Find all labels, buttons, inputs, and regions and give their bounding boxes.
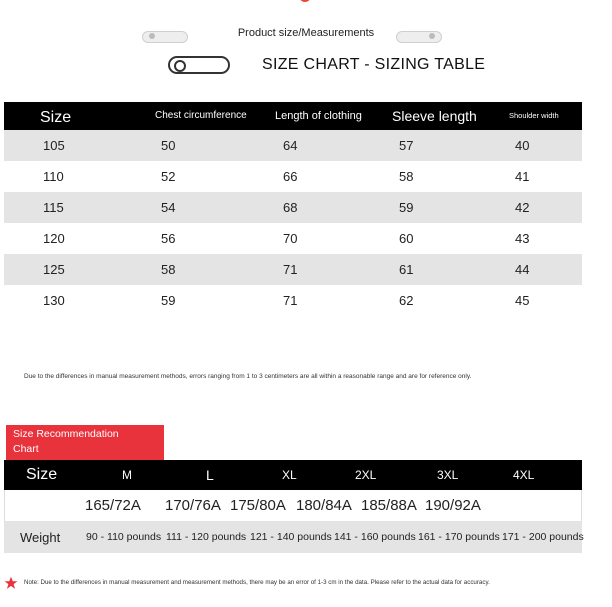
cell-sleeve: 61: [399, 262, 414, 277]
cell-length: 71: [283, 262, 298, 277]
recommendation-label-line1: Size Recommendation: [13, 428, 119, 440]
table-row: [4, 254, 582, 285]
recommendation-heights-row: [4, 490, 582, 521]
star-icon: [4, 576, 18, 590]
cell-chest: 59: [161, 293, 176, 308]
slider-dot: [429, 33, 435, 39]
cell-shoulder: 40: [515, 138, 530, 153]
cell-length: 68: [283, 200, 298, 215]
table-row: [4, 130, 582, 161]
weight-2xl: 141 - 160 pounds: [334, 531, 416, 543]
cell-sleeve: 58: [399, 169, 414, 184]
cell-size: 120: [43, 231, 65, 246]
height-2xl: 180/84A: [296, 497, 352, 514]
top-decoration: [300, 0, 310, 2]
cell-size: 110: [43, 169, 64, 184]
cell-size: 105: [43, 138, 65, 153]
weight-label: Weight: [20, 530, 61, 545]
cell-chest: 58: [161, 262, 176, 277]
weight-m: 90 - 110 pounds: [86, 531, 162, 543]
weight-l: 111 - 120 pounds: [166, 531, 247, 543]
header-sleeve: Sleeve length: [392, 108, 477, 124]
cell-sleeve: 59: [399, 200, 414, 215]
cell-chest: 56: [161, 231, 176, 246]
height-3xl: 185/88A: [361, 497, 417, 514]
cell-length: 70: [283, 231, 298, 246]
recommendation-label-line2: Chart: [13, 443, 39, 455]
recommendation-header: [4, 460, 582, 490]
header-chest: Chest circumference: [155, 110, 247, 121]
header-shoulder: Shoulder width: [509, 111, 559, 120]
rec-size-m: M: [122, 468, 132, 482]
toggle-switch-decoration: [168, 56, 230, 74]
cell-size: 115: [43, 200, 64, 215]
header-size: Size: [40, 109, 72, 126]
cell-shoulder: 45: [515, 293, 530, 308]
cell-length: 71: [283, 293, 298, 308]
recommendation-label: [6, 425, 164, 461]
table-row: [4, 192, 582, 223]
header-length: Length of clothing: [275, 110, 362, 122]
rec-size-2xl: 2XL: [355, 468, 377, 482]
rec-size-xl: XL: [282, 468, 297, 482]
cell-chest: 52: [161, 169, 176, 184]
page-title: SIZE CHART - SIZING TABLE: [262, 56, 486, 73]
weight-4xl: 171 - 200 pounds: [502, 531, 584, 543]
rec-size-label: Size: [26, 466, 58, 483]
cell-chest: 50: [161, 138, 176, 153]
toggle-knob: [174, 60, 186, 72]
size-chart-table: [4, 102, 582, 316]
cell-size: 125: [43, 262, 65, 277]
rec-size-l: L: [206, 467, 214, 483]
height-xl: 175/80A: [230, 497, 286, 514]
height-l: 170/76A: [165, 497, 221, 514]
rec-size-3xl: 3XL: [437, 468, 459, 482]
table-row: [4, 161, 582, 192]
cell-length: 64: [283, 138, 298, 153]
right-slider-decoration: [396, 31, 442, 43]
table-header: [4, 102, 582, 130]
measurement-disclaimer: Due to the differences in manual measurement methods, errors ranging from 1 to 3 centimeters are all within a reasonable range and are for reference only.: [24, 373, 472, 380]
cell-chest: 54: [161, 200, 176, 215]
weight-3xl: 161 - 170 pounds: [418, 531, 500, 543]
cell-sleeve: 57: [399, 138, 414, 153]
table-row: [4, 223, 582, 254]
rec-size-4xl: 4XL: [513, 468, 535, 482]
page-subtitle: Product size/Measurements: [237, 27, 375, 39]
cell-shoulder: 44: [515, 262, 530, 277]
cell-shoulder: 43: [515, 231, 530, 246]
cell-size: 130: [43, 293, 65, 308]
cell-length: 66: [283, 169, 298, 184]
recommendation-weights-row: [4, 521, 582, 553]
cell-sleeve: 62: [399, 293, 414, 308]
table-row: [4, 285, 582, 316]
height-4xl: 190/92A: [425, 497, 481, 514]
footnote: Note: Due to the differences in manual measurement and measurement methods, there may be an error of 1-3 cm in the data. Please refer to the actual data for accuracy.: [24, 579, 490, 586]
cell-shoulder: 42: [515, 200, 530, 215]
cell-shoulder: 41: [515, 169, 530, 184]
weight-xl: 121 - 140 pounds: [250, 531, 332, 543]
height-m: 165/72A: [85, 497, 141, 514]
cell-sleeve: 60: [399, 231, 414, 246]
